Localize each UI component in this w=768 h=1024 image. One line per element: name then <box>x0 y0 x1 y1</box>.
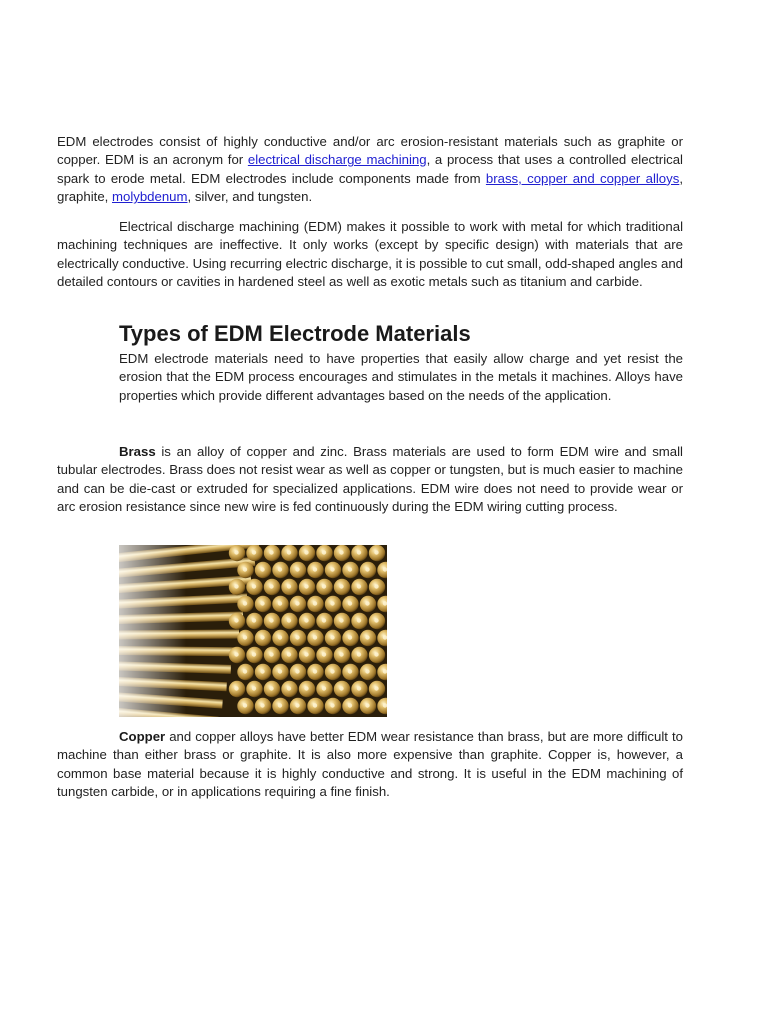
link-electrical-discharge-machining[interactable]: electrical discharge machining <box>247 152 427 168</box>
intro-text-2: , a process that uses a controlled electrical spark to erode metal. EDM electrodes include components made from <box>57 152 683 186</box>
brass-term: Brass <box>119 444 156 459</box>
brass-rods-photo <box>119 545 387 717</box>
intro-text-1: EDM electrodes consist of highly conductive and/or arc erosion-resistant materials such as graphite or copper. EDM is an acronym for <box>57 134 683 168</box>
copper-term: Copper <box>119 729 166 744</box>
intro-paragraph <box>57 133 683 207</box>
edm-description-paragraph: Electrical discharge machining (EDM) makes it possible to work with metal for which traditional machining techniques are ineffective. It only works (except by specific design) with materials that are electrically conductive. Using recurring electric discharge, it is possible to cut small, odd-shaped angles and detailed contours or cavities in hardened steel as well as exotic metals such as titanium and carbide. <box>57 219 683 290</box>
section-heading: Types of EDM Electrode Materials <box>119 321 471 346</box>
materials-intro-paragraph: EDM electrode materials need to have properties that easily allow charge and yet resist the erosion that the EDM process encourages and stimulates in the metals it machines. Alloys have properties which provide different advantages based on the needs of the application. <box>119 351 683 403</box>
brass-paragraph <box>57 443 683 517</box>
link-brass-copper-alloys[interactable]: brass, copper and copper alloys <box>485 170 680 186</box>
copper-text: and copper alloys have better EDM wear resistance than brass, but are more difficult to machine than either brass or graphite. It is also more expensive than graphite. Copper is, however, a common base material because it is highly conductive and strong. It is useful in the EDM machining of tungsten carbide, or in applications requiring a fine finish. <box>57 729 683 800</box>
copper-paragraph <box>57 728 683 802</box>
brass-text: is an alloy of copper and zinc. Brass materials are used to form EDM wire and small tubular electrodes. Brass does not resist wear as well as copper or tungsten, but is much easier to machine and can be die-cast or extruded for specialized applications. EDM wire does not need to provide wear or arc erosion resistance since new wire is fed continuously during the EDM wiring cutting process. <box>57 444 683 515</box>
link-molybdenum[interactable]: molybdenum <box>112 189 188 205</box>
intro-text-3: , graphite, <box>57 170 683 205</box>
intro-text-4: , silver, and tungsten. <box>187 189 313 205</box>
